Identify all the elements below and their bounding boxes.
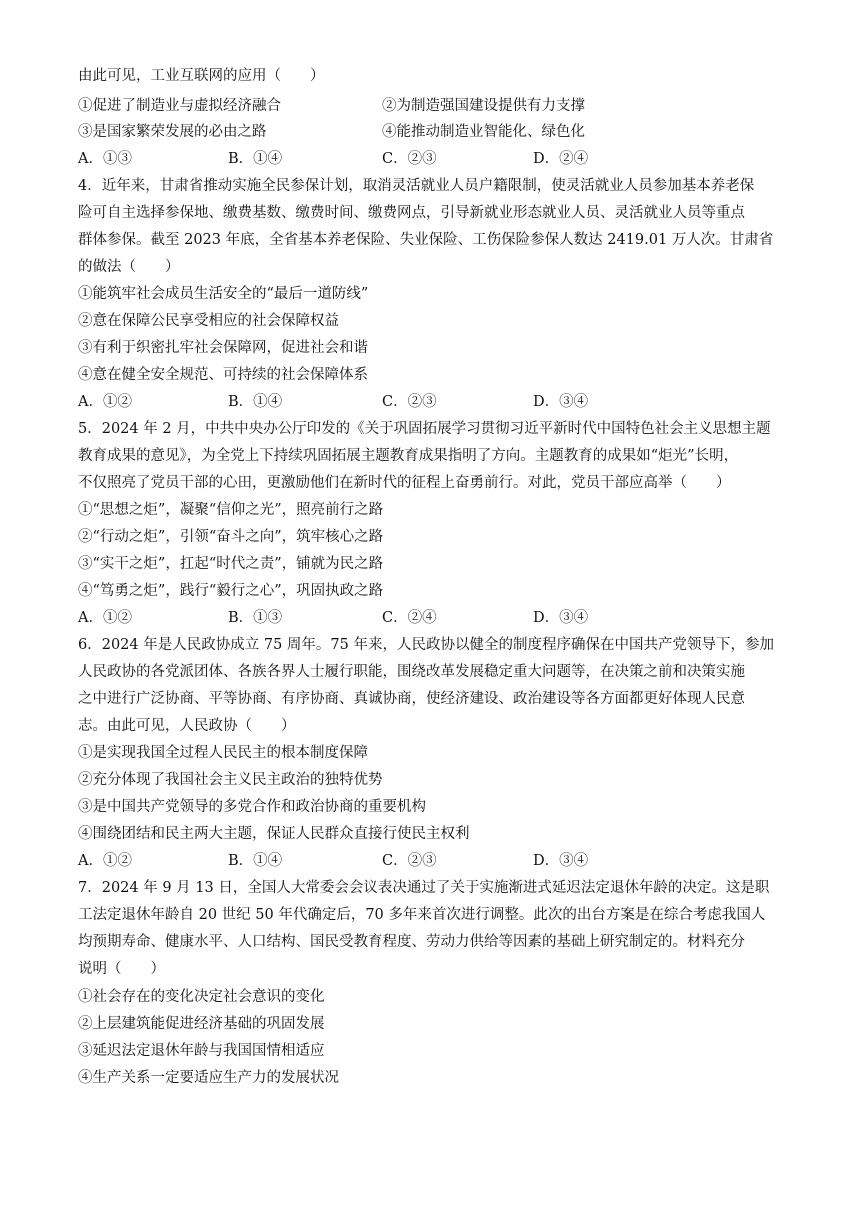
q3-option-1: ①促进了制造业与虚拟经济融合 [78, 98, 281, 114]
q6-option-1: ①是实现我国全过程人民民主的根本制度保障 [78, 745, 368, 761]
q6-stem-line: 人民政协的各党派团体、各族各界人士履行职能，围绕改革发展稳定重大问题等，在决策之前和决策实施 [78, 664, 745, 680]
q7-option-2: ②上层建筑能促进经济基础的巩固发展 [78, 1016, 325, 1032]
q3-choice-d[interactable]: D．②④ [533, 151, 589, 167]
q7-option-4: ④生产关系一定要适应生产力的发展状况 [78, 1070, 339, 1086]
q5-choice-b[interactable]: B．①③ [228, 610, 283, 626]
q4-stem-line: 4．近年来，甘肃省推动实施全民参保计划，取消灵活就业人员户籍限制，使灵活就业人员参加基本养老保 [78, 178, 755, 194]
q6-stem-line: 志。由此可见，人民政协（ ） [78, 718, 296, 734]
q6-option-3: ③是中国共产党领导的多党合作和政治协商的重要机构 [78, 799, 426, 815]
q4-choice-a[interactable]: A．①② [78, 394, 132, 410]
q7-stem-line: 均预期寿命、健康水平、人口结构、国民受教育程度、劳动力供给等因素的基础上研究制定的。材料充分 [78, 934, 745, 950]
q6-choice-a[interactable]: A．①② [78, 853, 132, 869]
q6-choice-c[interactable]: C．②③ [382, 853, 437, 869]
q6-option-2: ②充分体现了我国社会主义民主政治的独特优势 [78, 772, 383, 788]
q6-choices [78, 851, 798, 871]
q3-choice-a[interactable]: A．①③ [78, 151, 132, 167]
q4-choices [78, 392, 798, 412]
q5-choice-a[interactable]: A．①② [78, 610, 132, 626]
q5-stem-line: 不仅照亮了党员干部的心田，更激励他们在新时代的征程上奋勇前行。对此，党员干部应高举（ ） [78, 475, 731, 491]
q6-stem-line: 6．2024 年是人民政协成立 75 周年。75 年来，人民政协以健全的制度程序确保在中国共产党领导下，参加 [78, 637, 774, 653]
q4-option-3: ③有利于织密扎牢社会保障网，促进社会和谐 [78, 340, 368, 356]
q3-option-3: ③是国家繁荣发展的必由之路 [78, 124, 267, 140]
q5-option-4: ④“笃勇之炬”，践行“毅行之心”，巩固执政之路 [78, 583, 384, 599]
q3-option-4: ④能推动制造业智能化、绿色化 [382, 124, 585, 140]
q7-stem-line: 工法定退休年龄自 20 世纪 50 年代确定后，70 多年来首次进行调整。此次的出台方案是在综合考虑我国人 [78, 907, 766, 923]
q6-choice-b[interactable]: B．①④ [228, 853, 283, 869]
q3-options-row-1 [78, 96, 798, 116]
q3-choices [78, 149, 798, 169]
q3-option-2: ②为制造强国建设提供有力支撑 [382, 98, 585, 114]
q5-stem-line: 5．2024 年 2 月，中共中央办公厅印发的《关于巩固拓展学习贯彻习近平新时代中国特色社会主义思想主题 [78, 421, 771, 437]
q6-choice-d[interactable]: D．③④ [533, 853, 589, 869]
q5-stem-line: 教育成果的意见》，为全党上下持续巩固拓展主题教育成果指明了方向。主题教育的成果如“炬光”长明， [78, 448, 739, 464]
q4-option-2: ②意在保障公民享受相应的社会保障权益 [78, 313, 339, 329]
q6-option-4: ④围绕团结和民主两大主题，保证人民群众直接行使民主权利 [78, 826, 470, 842]
q3-options-row-2 [78, 122, 798, 142]
q4-choice-c[interactable]: C．②③ [382, 394, 437, 410]
q5-option-2: ②“行动之炬”，引领“奋斗之向”，筑牢核心之路 [78, 529, 384, 545]
q7-stem-line: 7．2024 年 9 月 13 日，全国人大常委会会议表决通过了关于实施渐进式延迟法定退休年龄的决定。这是职 [78, 880, 770, 896]
q7-option-3: ③延迟法定退休年龄与我国国情相适应 [78, 1043, 325, 1059]
q4-stem-line: 险可自主选择参保地、缴费基数、缴费时间、缴费网点，引导新就业形态就业人员、灵活就业人员等重点 [78, 205, 745, 221]
q7-stem-line: 说明（ ） [78, 961, 165, 977]
q5-choice-d[interactable]: D．③④ [533, 610, 589, 626]
q4-stem-line: 群体参保。截至 2023 年底，全省基本养老保险、失业保险、工伤保险参保人数达 2419.01 万人次。甘肃省 [78, 232, 774, 248]
q5-option-1: ①“思想之炬”，凝聚“信仰之光”，照亮前行之路 [78, 502, 384, 518]
q4-option-4: ④意在健全安全规范、可持续的社会保障体系 [78, 367, 368, 383]
q4-choice-b[interactable]: B．①④ [228, 394, 283, 410]
q5-choice-c[interactable]: C．②④ [382, 610, 437, 626]
q3-choice-b[interactable]: B．①④ [228, 151, 283, 167]
q3-stem-tail: 由此可见，工业互联网的应用（ ） [78, 68, 325, 84]
q4-option-1: ①能筑牢社会成员生活安全的“最后一道防线” [78, 286, 369, 302]
q3-choice-c[interactable]: C．②③ [382, 151, 437, 167]
q5-option-3: ③“实干之炬”，扛起“时代之责”，铺就为民之路 [78, 556, 384, 572]
q4-stem-line: 的做法（ ） [78, 259, 180, 275]
q7-option-1: ①社会存在的变化决定社会意识的变化 [78, 989, 325, 1005]
q5-choices [78, 608, 798, 628]
q4-choice-d[interactable]: D．③④ [533, 394, 589, 410]
q6-stem-line: 之中进行广泛协商、平等协商、有序协商、真诚协商，使经济建设、政治建设等各方面都更好体现人民意 [78, 691, 745, 707]
